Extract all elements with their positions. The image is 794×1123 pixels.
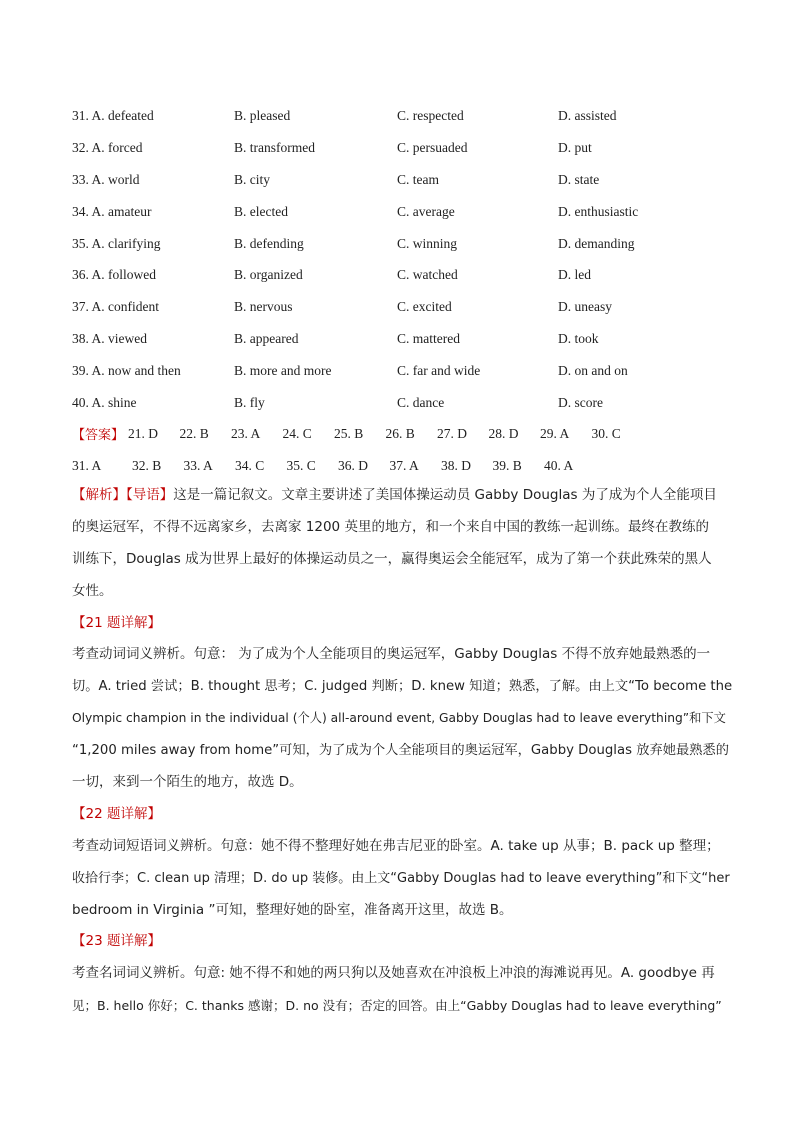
option-c: C. winning [397, 235, 458, 251]
answer-item: 23. A [231, 425, 261, 441]
option-b: B. city [234, 171, 270, 187]
q22-line: bedroom in Virginia ”可知，整理好她的卧室，准备离开这里，故选 B。 [72, 901, 513, 918]
option-row-33 [72, 164, 732, 196]
analysis-intro-line: 的奥运冠军，不得不远离家乡，去离家 1200 英里的地方，和一个来自中国的教练一起训练。最终在教练的 [72, 518, 709, 535]
option-a: 37. A. confident [72, 299, 159, 315]
option-row-40 [72, 387, 732, 419]
option-a: 39. A. now and then [72, 363, 181, 379]
answer-item: 33. A [183, 457, 213, 473]
analysis-text: 这是一篇记叙文。文章主要讲述了美国体操运动员 Gabby Douglas 为了成为个人全能项目 [173, 487, 717, 503]
option-a: 36. A. followed [72, 267, 156, 283]
option-d: D. demanding [558, 235, 635, 251]
answer-item: 38. D [441, 457, 471, 473]
option-d: D. enthusiastic [558, 203, 639, 219]
option-row-38 [72, 323, 732, 355]
option-d: D. assisted [558, 107, 617, 123]
answer-row-2 [72, 450, 732, 482]
answer-item: 28. D [488, 425, 519, 441]
option-row-32 [72, 132, 732, 164]
answer-item: 36. D [338, 457, 368, 473]
analysis-tag: 【解析】【导语】 [72, 487, 174, 503]
option-a: 32. A. forced [72, 139, 143, 155]
answer-item: 21. D [128, 425, 158, 441]
option-b: B. defending [234, 235, 304, 251]
option-c: C. persuaded [397, 139, 468, 155]
option-a: 40. A. shine [72, 394, 137, 410]
answer-item: 30. C [591, 425, 621, 441]
option-row-31 [72, 100, 732, 132]
answer-item: 25. B [334, 425, 364, 441]
option-c: C. average [397, 203, 455, 219]
answer-item: 32. B [132, 457, 162, 473]
answer-item: 39. B [492, 457, 522, 473]
option-row-34 [72, 196, 732, 228]
q21-line: “1,200 miles away from home”可知，为了成为个人全能项目的奥运冠军，Gabby Douglas 放弃她最熟悉的 [72, 743, 729, 759]
option-a: 35. A. clarifying [72, 235, 161, 251]
answer-item: 22. B [179, 425, 209, 441]
option-c: C. far and wide [397, 363, 481, 379]
q21-line: Olympic champion in the individual (个人) all-around event, Gabby Douglas had to leave everything”和下文 [72, 711, 726, 726]
option-row-39 [72, 355, 732, 387]
answer-item: 29. A [540, 425, 570, 441]
option-a: 34. A. amateur [72, 203, 152, 219]
option-b: B. fly [234, 394, 265, 410]
option-c: C. mattered [397, 331, 460, 347]
option-a: 33. A. world [72, 171, 140, 187]
q21-heading: 【21 题详解】 [72, 614, 161, 631]
analysis-intro-line: 训练下，Douglas 成为世界上最好的体操运动员之一，赢得奥运会全能冠军，成为了第一个获此殊荣的黑人 [72, 550, 712, 567]
option-d: D. led [558, 267, 591, 283]
option-a: 31. A. defeated [72, 107, 154, 123]
analysis-intro-line [72, 480, 732, 512]
option-b: B. nervous [234, 299, 293, 315]
option-c: C. dance [397, 394, 445, 410]
analysis-intro-line: 女性。 [72, 582, 113, 599]
q22-line: 收拾行李；C. clean up 清理；D. do up 装修。由上文“Gabby Douglas had to leave everything”和下文“her [72, 870, 730, 886]
answer-item: 26. B [385, 425, 415, 441]
q21-line: 考查动词词义辨析。句意： 为了成为个人全能项目的奥运冠军，Gabby Douglas 不得不放弃她最熟悉的一 [72, 646, 711, 663]
q23-line: 见；B. hello 你好；C. thanks 感谢；D. no 没有；否定的回答。由上“Gabby Douglas had to leave everything” [72, 998, 722, 1014]
option-d: D. on and on [558, 363, 628, 379]
option-row-36 [72, 259, 732, 291]
answer-tag: 【答案】 [72, 428, 125, 444]
option-c: C. respected [397, 107, 464, 123]
q22-heading: 【22 题详解】 [72, 805, 161, 822]
answer-key [72, 418, 732, 482]
option-b: B. appeared [234, 331, 299, 347]
q21-line: 一切，来到一个陌生的地方，故选 D。 [72, 774, 303, 791]
option-b: B. elected [234, 203, 288, 219]
option-d: D. put [558, 139, 592, 155]
answer-item: 34. C [235, 457, 265, 473]
option-d: D. state [558, 171, 600, 187]
option-d: D. took [558, 331, 599, 347]
q22-line: 考查动词短语词义辨析。句意：她不得不整理好她在弗吉尼亚的卧室。A. take up 从事；B. pack up 整理； [72, 837, 720, 854]
q23-heading: 【23 题详解】 [72, 933, 161, 950]
answer-item: 35. C [286, 457, 316, 473]
option-c: C. watched [397, 267, 458, 283]
answer-row-1 [72, 418, 732, 450]
option-a: 38. A. viewed [72, 331, 147, 347]
option-b: B. more and more [234, 363, 332, 379]
answer-item: 40. A [544, 457, 574, 473]
analysis-section [72, 480, 732, 1022]
option-row-35 [72, 228, 732, 260]
option-row-37 [72, 291, 732, 323]
option-d: D. uneasy [558, 299, 612, 315]
answer-item: 27. D [437, 425, 467, 441]
option-d: D. score [558, 394, 603, 410]
option-b: B. organized [234, 267, 303, 283]
option-b: B. transformed [234, 139, 315, 155]
option-c: C. excited [397, 299, 452, 315]
q23-line: 考查名词词义辨析。句意: 她不得不和她的两只狗以及她喜欢在冲浪板上冲浪的海滩说再见。A. goodbye 再 [72, 965, 715, 982]
option-c: C. team [397, 171, 439, 187]
answer-item: 37. A [389, 457, 419, 473]
options-list [72, 100, 732, 419]
option-b: B. pleased [234, 107, 291, 123]
q21-line: 切。A. tried 尝试；B. thought 思考；C. judged 判断；D. knew 知道；熟悉，了解。由上文“To become the [72, 679, 733, 695]
answer-item: 31. A [72, 457, 102, 473]
answer-item: 24. C [282, 425, 312, 441]
